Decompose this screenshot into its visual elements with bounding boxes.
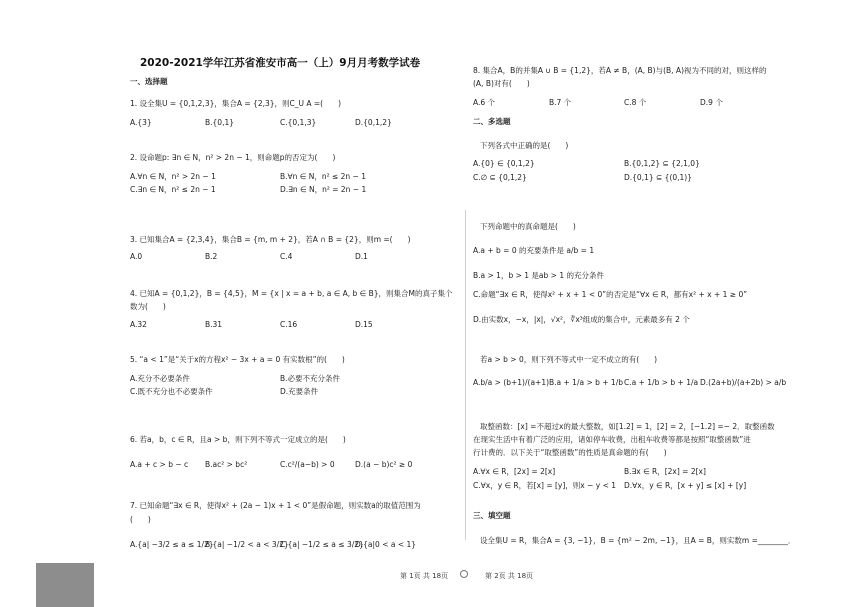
m2-option-c: C.命题“∃x ∈ R，使得x² + x + 1 < 0”的否定是“∀x ∈ R，都有x² + x + 1 ≥ 0” — [473, 290, 748, 299]
column-divider — [465, 210, 466, 540]
question-3: 3. 已知集合A = {2,3,4}，集合B = {m, m + 2}，若A ∩ B = {2}，则m =( ) — [130, 235, 411, 244]
m2-option-d: D.由实数x，−x，|x|，√x²，∛x³组成的集合中，元素最多有 2 个 — [473, 315, 690, 324]
m3-option-b: B.a + 1/a > b + 1/b — [549, 378, 623, 387]
q7-option-b: B.{a| −1/2 < a < 3/2} — [205, 540, 289, 549]
question-2: 2. 设命题p: ∃n ∈ N，n² > 2n − 1，则命题p的否定为( ) — [130, 153, 336, 162]
q4-option-b: B.31 — [205, 320, 223, 329]
q6-option-c: C.c²/(a−b) > 0 — [280, 460, 335, 469]
page-number-left: 第 1页 共 18页 — [400, 572, 449, 580]
q2-option-b: B.∀n ∈ N，n² ≤ 2n − 1 — [280, 172, 366, 181]
q1-option-a: A.{3} — [130, 118, 152, 127]
m3-option-d: D.(2a+b)/(a+2b) > a/b — [700, 378, 787, 387]
q4-option-d: D.15 — [355, 320, 373, 329]
multi-question-2: 下列命题中的真命题是( ) — [480, 222, 576, 231]
corner-thumbnail — [36, 563, 94, 607]
fill-question-1: 设全集U = R，集合A = {3, −1}，B = {m² − 2m, −1}，且A = B，则实数m =________． — [480, 536, 796, 545]
m4-option-a: A.∀x ∈ R，[2x] = 2[x] — [473, 467, 556, 476]
question-7-line-2: ( ) — [130, 515, 151, 524]
q5-option-a: A.充分不必要条件 — [130, 374, 190, 383]
q6-option-a: A.a + c > b − c — [130, 460, 189, 469]
m1-option-c: C.∅ ⊆ {0,1,2} — [473, 173, 527, 182]
q4-option-c: C.16 — [280, 320, 298, 329]
section-fill-blank: 三、填空题 — [473, 511, 511, 520]
question-1: 1. 设全集U = {0,1,2,3}，集合A = {2,3}，则C_U A =( ) — [130, 99, 342, 108]
question-4-line-1: 4. 已知A = {0,1,2}，B = {4,5}，M = {x | x = a + b, a ∈ A, b ∈ B}，则集合M的真子集个 — [130, 289, 453, 298]
multi-question-3: 若a > b > 0，则下列不等式中一定不成立的有( ) — [480, 355, 658, 364]
q7-option-c: C.{a| −1/2 ≤ a ≤ 3/2} — [280, 540, 364, 549]
question-8-line-2: (A, B)对有( ) — [473, 79, 530, 88]
section-multi-choice: 二、多选题 — [473, 117, 511, 126]
m1-option-a: A.{0} ∈ {0,1,2} — [473, 159, 535, 168]
multi-question-1: 下列各式中正确的是( ) — [480, 141, 569, 150]
m2-option-b: B.a > 1，b > 1 是ab > 1 的充分条件 — [473, 271, 604, 280]
page-title: 2020-2021学年江苏省淮安市高一（上）9月月考数学试卷 — [140, 57, 421, 69]
m1-option-d: D.{0,1} ⊆ {(0,1)} — [624, 173, 693, 182]
question-5: 5. “a < 1”是“关于x的方程x² − 3x + a = 0 有实数根”的( ) — [130, 355, 345, 364]
m4-option-c: C.∀x，y ∈ R，若[x] = [y]，则x − y < 1 — [473, 481, 617, 490]
q3-option-a: A.0 — [130, 252, 143, 261]
q2-option-a: A.∀n ∈ N，n² > 2n − 1 — [130, 172, 216, 181]
m2-option-a: A.a + b = 0 的充要条件是 a/b = 1 — [473, 246, 595, 255]
q1-option-d: D.{0,1,2} — [355, 118, 392, 127]
q3-option-d: D.1 — [355, 252, 368, 261]
q8-option-b: B.7 个 — [549, 98, 572, 107]
multi-question-4-line-2: 在现实生活中有着广泛的应用，诸如停车收费，出租车收费等都是按照“取整函数”进 — [473, 435, 751, 444]
q6-option-d: D.(a − b)c² ≥ 0 — [355, 460, 413, 469]
m4-option-d: D.∀x，y ∈ R，[x + y] ≤ [x] + [y] — [624, 481, 747, 490]
q2-option-d: D.∃n ∈ N，n² = 2n − 1 — [280, 185, 367, 194]
multi-question-4-line-1: 取整函数：[x] =不超过x的最大整数，如[1.2] = 1，[2] = 2，[−1.2] =− 2．取整函数 — [480, 422, 775, 431]
q7-option-d: D.{a|0 < a < 1} — [355, 540, 417, 549]
m3-option-a: A.b/a > (b+1)/(a+1) — [473, 378, 550, 387]
m4-option-b: B.∃x ∈ R，[2x] = 2[x] — [624, 467, 706, 476]
question-7-line-1: 7. 已知命题“∃x ∈ R，使得x² + (2a − 1)x + 1 < 0”是假命题，则实数a的取值范围为 — [130, 501, 421, 510]
m3-option-c: C.a + 1/b > b + 1/a — [624, 378, 699, 387]
q3-option-c: C.4 — [280, 252, 293, 261]
q8-option-c: C.8 个 — [624, 98, 647, 107]
q1-option-c: C.{0,1,3} — [280, 118, 317, 127]
q6-option-b: B.ac² > bc² — [205, 460, 248, 469]
q5-option-c: C.既不充分也不必要条件 — [130, 387, 213, 396]
question-6: 6. 若a，b，c ∈ R，且a > b，则下列不等式一定成立的是( ) — [130, 435, 346, 444]
q8-option-a: A.6 个 — [473, 98, 496, 107]
m1-option-b: B.{0,1,2} ⊆ {2,1,0} — [624, 159, 700, 168]
question-8-line-1: 8. 集合A，B的并集A ∪ B = {1,2}，若A ≠ B，(A, B)与(B, A)视为不同的对，则这样的 — [473, 66, 767, 75]
page-number-right: 第 2页 共 18页 — [485, 572, 534, 580]
question-4-line-2: 数为( ) — [130, 302, 166, 311]
q2-option-c: C.∃n ∈ N，n² ≤ 2n − 1 — [130, 185, 216, 194]
q4-option-a: A.32 — [130, 320, 147, 329]
section-choice: 一、选择题 — [130, 77, 168, 86]
q5-option-d: D.充要条件 — [280, 387, 319, 396]
q5-option-b: B.必要不充分条件 — [280, 374, 341, 383]
page-separator-icon — [460, 570, 468, 578]
q7-option-a: A.{a| −3/2 ≤ a ≤ 1/2} — [130, 540, 214, 549]
q8-option-d: D.9 个 — [700, 98, 723, 107]
q3-option-b: B.2 — [205, 252, 218, 261]
q1-option-b: B.{0,1} — [205, 118, 235, 127]
multi-question-4-line-3: 行计费的．以下关于“取整函数”的性质是真命题的有( ) — [473, 448, 667, 457]
